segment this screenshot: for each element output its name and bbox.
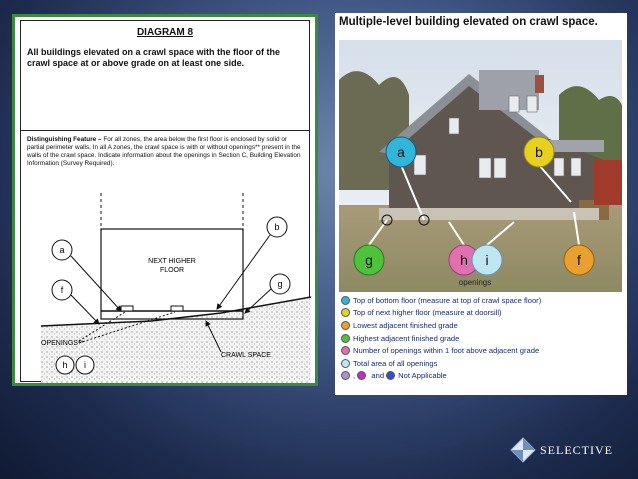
diagram-heading: All buildings elevated on a crawl space with the floor of the crawl space at or above grade on at least one side.	[27, 47, 281, 68]
svg-text:h: h	[62, 360, 68, 370]
legend-dot-b	[341, 308, 350, 317]
legend-dot-g	[341, 334, 350, 343]
diamond-logo-icon	[510, 437, 536, 463]
crawl-space-label: CRAWL SPACE	[221, 352, 271, 359]
svg-text:g: g	[277, 279, 283, 289]
svg-text:a: a	[397, 144, 405, 160]
legend-row-b: Top of next higher floor (measure at doorsill)	[341, 307, 623, 320]
legend-dot-f	[341, 321, 350, 330]
svg-text:b: b	[535, 144, 543, 160]
photo-title: Multiple-level building elevated on crawl space.	[339, 16, 598, 28]
svg-text:f: f	[60, 285, 64, 295]
logo-text: SELECTIVE	[540, 443, 613, 457]
legend-dot-h	[341, 346, 350, 355]
svg-text:i: i	[84, 360, 86, 370]
legend-dot-na-1	[341, 371, 350, 380]
selective-logo	[510, 437, 620, 463]
svg-text:g: g	[365, 252, 373, 268]
opening-1	[121, 306, 133, 311]
svg-text:b: b	[274, 222, 280, 232]
crawl-space-drawing	[21, 21, 311, 383]
legend-row-f: Lowest adjacent finished grade	[341, 319, 623, 332]
diagram-panel	[12, 14, 318, 386]
svg-text:i: i	[485, 252, 489, 268]
photo-panel	[335, 13, 627, 395]
svg-text:f: f	[577, 252, 581, 268]
openings-label: OPENINGS**	[41, 340, 84, 347]
svg-text:h: h	[460, 252, 468, 268]
floor-label-1: NEXT HIGHER	[148, 258, 196, 265]
floor-label-2: FLOOR	[159, 267, 185, 274]
feature-label: Distinguishing Feature –	[27, 136, 102, 143]
legend-dot-i	[341, 359, 350, 368]
diagram-title: DIAGRAM 8	[136, 27, 194, 38]
legend-row-h: Number of openings within 1 foot above adjacent grade	[341, 344, 623, 357]
diagram-frame	[20, 20, 310, 382]
feature-text: For all zones, the area below the first floor is enclosed by solid or partial perimeter walls. In all A zones, the crawl space is with or without openings** present in the walls of the crawl space. Indicate information about the openings in Section C, Building Elevation Information (Survey Required).	[27, 136, 301, 167]
legend-dot-na-3	[386, 371, 395, 380]
opening-2	[171, 306, 183, 311]
legend	[341, 294, 623, 382]
svg-text:a: a	[59, 245, 65, 255]
legend-row-not-applicable: , and Not Applicable	[341, 370, 623, 383]
building-photo	[339, 40, 622, 292]
legend-row-g: Highest adjacent finished grade	[341, 332, 623, 345]
photo-openings-label: openings	[458, 278, 492, 287]
legend-row-i: Total area of all openings	[341, 357, 623, 370]
legend-row-a: Top of bottom floor (measure at top of crawl space floor)	[341, 294, 623, 307]
legend-dot-na-2	[357, 371, 366, 380]
legend-dot-a	[341, 296, 350, 305]
